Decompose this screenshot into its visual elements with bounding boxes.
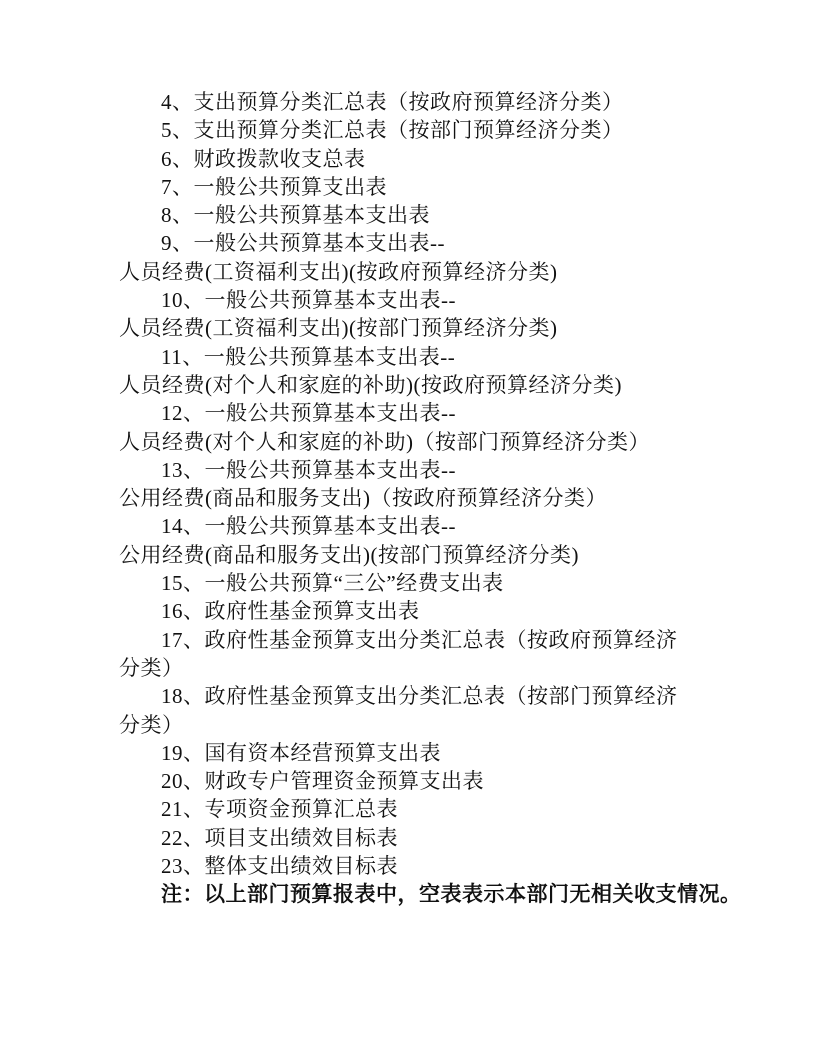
document-line: 22、项目支出绩效目标表 bbox=[161, 825, 398, 850]
document-line: 11、一般公共预算基本支出表-- bbox=[161, 344, 456, 369]
document-line: 4、支出预算分类汇总表（按政府预算经济分类） bbox=[161, 90, 624, 114]
document-note-line: 注：以上部门预算报表中，空表表示本部门无相关收支情况。 bbox=[161, 882, 742, 907]
document-line: 公用经费(商品和服务支出)(按部门预算经济分类) bbox=[119, 542, 579, 567]
document-line: 19、国有资本经营预算支出表 bbox=[161, 740, 441, 765]
document-line: 公用经费(商品和服务支出)（按政府预算经济分类） bbox=[119, 486, 607, 511]
document-body bbox=[119, 88, 742, 909]
document-line: 人员经费(工资福利支出)(按部门预算经济分类) bbox=[119, 316, 558, 341]
document-line: 人员经费(对个人和家庭的补助)（按部门预算经济分类） bbox=[119, 429, 650, 454]
document-line: 分类） bbox=[119, 655, 184, 680]
document-line: 7、一般公共预算支出表 bbox=[161, 174, 387, 199]
document-line: 5、支出预算分类汇总表（按部门预算经济分类） bbox=[161, 118, 624, 143]
document-line: 12、一般公共预算基本支出表-- bbox=[161, 401, 456, 426]
document-line: 10、一般公共预算基本支出表-- bbox=[161, 288, 456, 313]
document-line: 21、专项资金预算汇总表 bbox=[161, 797, 398, 822]
document-line: 人员经费(对个人和家庭的补助)(按政府预算经济分类) bbox=[119, 372, 622, 397]
document-line: 20、财政专户管理资金预算支出表 bbox=[161, 769, 484, 794]
document-line: 15、一般公共预算“三公”经费支出表 bbox=[161, 571, 504, 596]
document-line: 9、一般公共预算基本支出表-- bbox=[161, 231, 445, 256]
document-line: 8、一般公共预算基本支出表 bbox=[161, 203, 430, 228]
document-line: 分类） bbox=[119, 712, 184, 737]
document-line: 17、政府性基金预算支出分类汇总表（按政府预算经济 bbox=[161, 627, 678, 652]
document-line: 6、财政拨款收支总表 bbox=[161, 146, 366, 171]
document-line: 13、一般公共预算基本支出表-- bbox=[161, 457, 456, 482]
document-line: 18、政府性基金预算支出分类汇总表（按部门预算经济 bbox=[161, 684, 678, 709]
document-line: 16、政府性基金预算支出表 bbox=[161, 599, 420, 624]
document-line: 23、整体支出绩效目标表 bbox=[161, 854, 398, 879]
document-line: 人员经费(工资福利支出)(按政府预算经济分类) bbox=[119, 259, 558, 284]
document-line: 14、一般公共预算基本支出表-- bbox=[161, 514, 456, 539]
